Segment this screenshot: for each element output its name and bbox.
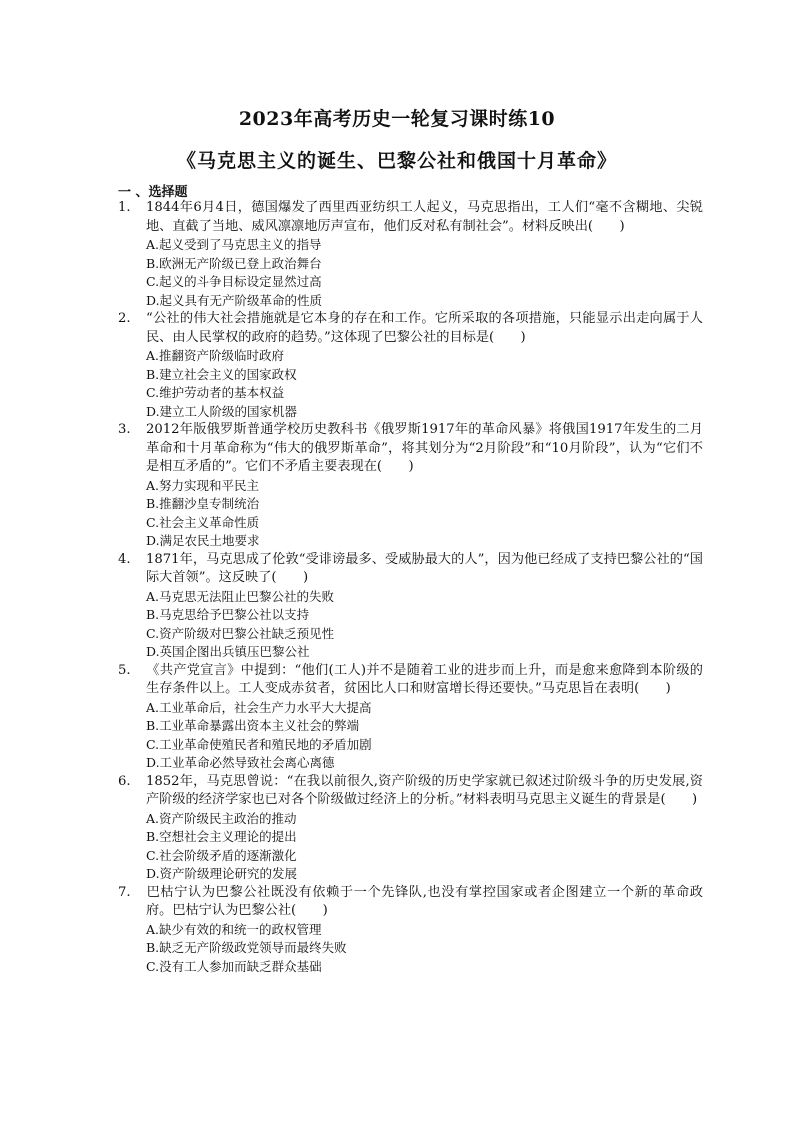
- question-number: 6.: [118, 773, 131, 789]
- option-b: B.建立社会主义的国家政权: [146, 366, 297, 382]
- question-number: 7.: [118, 884, 131, 900]
- question-stem: [118, 662, 703, 699]
- question-text: 《共产党宣言》中提到：“他们(工人)并不是随着工业的进步而上升，而是愈来愈降到本阶级的生存条件以上。工人变成赤贫者，贫困比人口和财富增长得还要快。”马克思旨在表明( ): [146, 662, 703, 696]
- option-d: D.起义具有无产阶级革命的性质: [146, 292, 323, 308]
- question-3: [118, 421, 703, 551]
- option-c: C.维护劳动者的基本权益: [146, 385, 285, 400]
- option-c: C.资产阶级对巴黎公社缺乏预见性: [146, 625, 335, 641]
- question-list: [118, 199, 703, 976]
- question-stem: [118, 310, 703, 347]
- option-a: A.马克思无法阻止巴黎公社的失败: [146, 588, 335, 604]
- option-a: A.推翻资产阶级临时政府: [146, 348, 285, 363]
- question-5: [118, 662, 703, 773]
- document-subtitle: 《马克思主义的诞生、巴黎公社和俄国十月革命》: [176, 150, 617, 172]
- option-a: A.资产阶级民主政治的推动: [146, 810, 297, 826]
- question-text: 2012年版俄罗斯普通学校历史教科书《俄罗斯1917年的革命风暴》将俄国1917年发生的二月革命和十月革命称为“伟大的俄罗斯革命”，将其划分为“2月阶段”和“10月阶段”，认为“它们不是相互矛盾的”。它们不矛盾主要表现在( ): [146, 422, 703, 474]
- question-stem: [118, 199, 703, 236]
- question-number: 5.: [118, 662, 131, 678]
- document-title: 2023年高考历史一轮复习课时练10: [238, 108, 556, 130]
- question-number: 3.: [118, 422, 131, 437]
- option-a: A.缺少有效的和统一的政权管理: [146, 921, 322, 937]
- question-stem: [118, 884, 703, 921]
- question-text: 1871年，马克思成了伦敦“受诽谤最多、受威胁最大的人”，因为他已经成了支持巴黎公社的“国际大首领”。这反映了( ): [146, 551, 703, 585]
- option-a: A.起义受到了马克思主义的指导: [146, 237, 322, 252]
- question-stem: [118, 421, 703, 477]
- question-number: 4.: [118, 551, 131, 567]
- option-a: A.工业革命后，社会生产力水平大大提高: [146, 699, 372, 715]
- option-b: B.缺乏无产阶级政党领导而最终失败: [146, 940, 347, 955]
- option-c: C.工业革命使殖民者和殖民地的矛盾加剧: [146, 736, 372, 752]
- question-number: 2.: [118, 311, 131, 326]
- question-2: [118, 310, 703, 421]
- question-text: 1852年，马克思曾说：“在我以前很久,资产阶级的历史学家就已叙述过阶级斗争的历史发展,资产阶级的经济学家也已对各个阶级做过经济上的分析。”材料表明马克思主义诞生的背景是( ): [146, 773, 703, 807]
- option-b: B.马克思给予巴黎公社以支持: [146, 607, 310, 622]
- question-6: [118, 773, 703, 884]
- question-stem: [118, 773, 703, 810]
- option-c: C.社会主义革命性质: [146, 514, 260, 530]
- question-4: [118, 551, 703, 662]
- question-text: 巴枯宁认为巴黎公社既没有依赖于一个先锋队,也没有掌控国家或者企图建立一个新的革命政府。巴枯宁认为巴黎公社( ): [146, 884, 703, 918]
- option-d: D.满足农民土地要求: [146, 533, 260, 548]
- option-b: B.欧洲无产阶级已登上政治舞台: [146, 255, 322, 271]
- option-d: D.工业革命必然导致社会离心离德: [146, 755, 335, 770]
- option-a: A.努力实现和平民主: [146, 477, 260, 493]
- option-b: B.空想社会主义理论的提出: [146, 829, 297, 844]
- option-b: B.工业革命暴露出资本主义社会的弊端: [146, 718, 360, 733]
- option-c: C.起义的斗争目标设定显然过高: [146, 274, 322, 289]
- question-1: [118, 199, 703, 310]
- question-7: [118, 884, 703, 977]
- question-stem: [118, 551, 703, 588]
- section-heading: 一 、选择题: [118, 185, 188, 200]
- question-number: 1.: [118, 200, 131, 215]
- option-d: D.英国企图出兵镇压巴黎公社: [146, 644, 310, 659]
- option-d: D.建立工人阶级的国家机器: [146, 403, 298, 419]
- option-b: B.推翻沙皇专制统治: [146, 496, 260, 511]
- option-c: C.社会阶级矛盾的逐渐激化: [146, 847, 297, 863]
- question-text: 1844年6月4日，德国爆发了西里西亚纺织工人起义，马克思指出，工人们“毫不含糊地、尖锐地、直截了当地、威风凛凛地厉声宣布，他们反对私有制社会”。材料反映出( ): [146, 200, 703, 234]
- option-c: C.没有工人参加而缺乏群众基础: [146, 958, 322, 974]
- question-text: “公社的伟大社会措施就是它本身的存在和工作。它所采取的各项措施，只能显示出走向属于人民、由人民掌权的政府的趋势。”这体现了巴黎公社的目标是( ): [146, 311, 703, 345]
- option-d: D.资产阶级理论研究的发展: [146, 866, 298, 881]
